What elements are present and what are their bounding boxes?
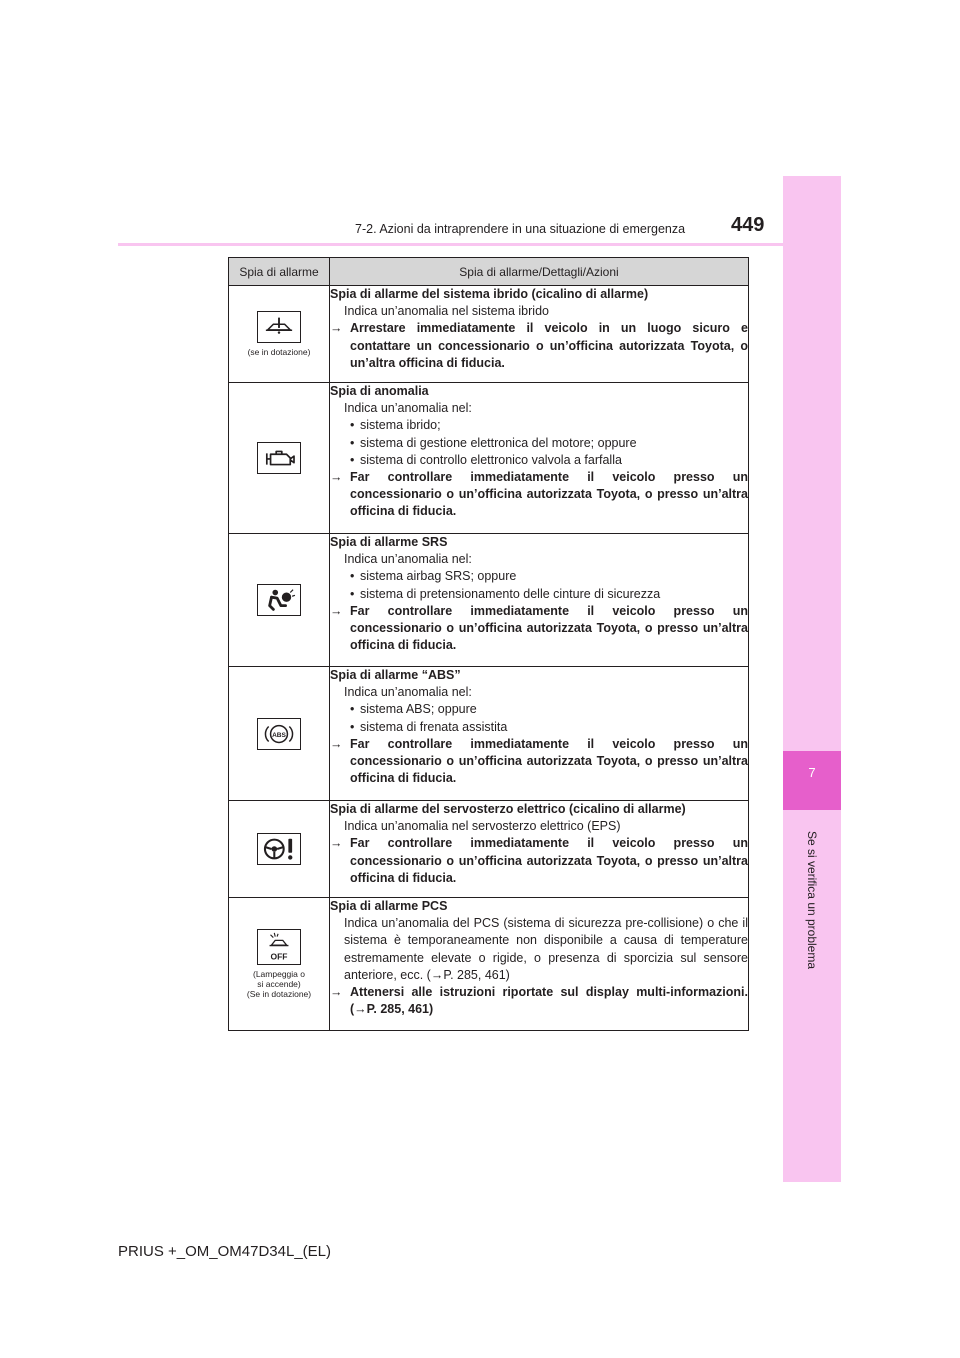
abs-icon-label: ABS: [272, 731, 286, 739]
warning-title: Spia di allarme PCS: [330, 899, 448, 913]
warning-action: → Arrestare immediatamente il veicolo in un luogo sicuro e contattare un concessionario o un’officina autorizzata Toyota, o un’altra officina di fiducia.: [330, 321, 748, 370]
list-item: • sistema di frenata assistita: [330, 719, 748, 736]
electric-power-steering-icon: [257, 833, 301, 865]
pcs-off-icon: [257, 929, 301, 965]
section-title: 7-2. Azioni da intraprendere in una situazione di emergenza: [355, 222, 686, 236]
column-header-details: Spia di allarme/Dettagli/Azioni: [330, 258, 749, 286]
arrow-icon: →: [330, 470, 343, 485]
warning-action: → Attenersi alle istruzioni riportate sul display multi-informazioni. (→P. 285, 461): [330, 985, 748, 1017]
warning-action: → Far controllare immediatamente il veicolo presso un concessionario o un’officina autorizzata Toyota, o presso un’altra officina di fiducia.: [330, 736, 748, 786]
table-row: [229, 667, 749, 801]
chapter-side-strip: [783, 176, 841, 1182]
warning-description: Indica un’anomalia nel:: [344, 552, 472, 567]
warning-action: → Far controllare immediatamente il veicolo presso un concessionario o un’officina autorizzata Toyota, o presso un’altra officina di fiducia.: [330, 470, 748, 519]
engine-malfunction-icon: [257, 442, 301, 474]
chapter-number: 7: [808, 765, 816, 780]
details-cell: [330, 898, 749, 1031]
chapter-title: Se si verifica un problema: [805, 830, 819, 970]
warning-description: Indica un’anomalia del PCS (sistema di sicurezza pre-collisione) o che il sistema è temporaneamente non disponibile a causa di temperature estremamente elevate o rigide, o presenza di sporcizia sul sensore anteriore, ecc. (→P. 285, 461): [344, 916, 748, 982]
icon-cell: [229, 898, 330, 1031]
header-rule: [118, 243, 783, 246]
hybrid-system-warning-icon: [257, 311, 301, 343]
warning-description: Indica un’anomalia nel:: [344, 685, 472, 700]
chapter-tab: [783, 751, 841, 810]
arrow-icon: →: [330, 603, 343, 618]
icon-cell: [229, 534, 330, 667]
warning-title: Spia di allarme del servosterzo elettrico (cicalino di allarme): [330, 802, 686, 816]
list-item: • sistema ibrido;: [330, 417, 748, 434]
table-row: [229, 898, 749, 1031]
warning-title: Spia di allarme del sistema ibrido (cicalino di allarme): [330, 287, 649, 301]
warning-action: → Far controllare immediatamente il veicolo presso un concessionario o un’officina autorizzata Toyota, o presso un’altra officina di fiducia.: [330, 603, 748, 653]
icon-cell: [229, 801, 330, 898]
icon-caption: (se in dotazione): [247, 347, 311, 357]
icon-cell: [229, 383, 330, 534]
list-item: • sistema di gestione elettronica del motore; oppure: [330, 435, 748, 452]
table-header-row: [229, 258, 749, 286]
arrow-icon: →: [330, 836, 343, 851]
table-row: [229, 534, 749, 667]
details-cell: [330, 383, 749, 534]
warning-action: → Far controllare immediatamente il veicolo presso un concessionario o un’officina autorizzata Toyota, o presso un’altra officina di fiducia.: [330, 836, 748, 885]
details-cell: [330, 667, 749, 801]
icon-caption: (Lampeggia o si accende) (Se in dotazione): [246, 969, 312, 999]
list-item: • sistema airbag SRS; oppure: [330, 568, 748, 585]
document-code: PRIUS +_OM_OM47D34L_(EL): [118, 1243, 332, 1260]
warning-description: Indica un’anomalia nel servosterzo elettrico (EPS): [344, 819, 621, 834]
list-item: • sistema ABS; oppure: [330, 701, 748, 718]
icon-cell: [229, 667, 330, 801]
arrow-icon: →: [330, 321, 343, 336]
table-row: [229, 286, 749, 383]
warning-title: Spia di allarme SRS: [330, 535, 448, 549]
pcs-icon-label: OFF: [270, 951, 288, 962]
table-row: [229, 801, 749, 898]
abs-icon: [257, 718, 301, 750]
table-row: [229, 383, 749, 534]
column-header-icon: Spia di allarme: [229, 258, 330, 286]
details-cell: [330, 801, 749, 898]
icon-cell: [229, 286, 330, 383]
warning-lights-table: [228, 257, 749, 1031]
warning-title: Spia di anomalia: [330, 384, 429, 398]
list-item: • sistema di pretensionamento delle cinture di sicurezza: [330, 586, 748, 603]
arrow-icon: →: [330, 985, 343, 1000]
list-item: • sistema di controllo elettronico valvola a farfalla: [330, 452, 748, 469]
arrow-icon: →: [330, 736, 343, 751]
srs-airbag-icon: [257, 584, 301, 616]
warning-description: Indica un’anomalia nel:: [344, 401, 472, 416]
warning-title: Spia di allarme “ABS”: [330, 668, 461, 682]
details-cell: [330, 534, 749, 667]
details-cell: [330, 286, 749, 383]
page-number: 449: [731, 214, 765, 236]
warning-description: Indica un’anomalia nel sistema ibrido: [344, 304, 549, 319]
